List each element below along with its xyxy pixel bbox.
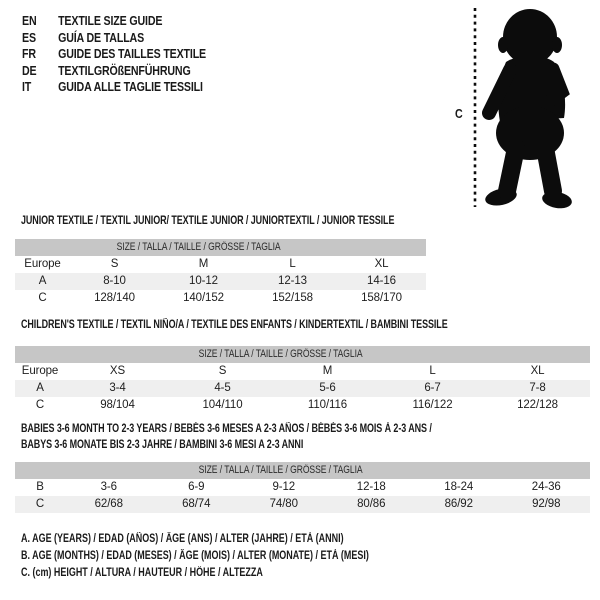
- table-title-children: [21, 318, 568, 334]
- table-row: [15, 363, 590, 380]
- table-row: [15, 256, 426, 273]
- language-code: ES: [22, 29, 36, 45]
- size-cell: 14-16: [337, 273, 426, 290]
- language-row: [22, 13, 206, 30]
- size-header-cell: [15, 462, 590, 479]
- language-code: DE: [22, 62, 37, 78]
- size-cell: M: [198, 258, 209, 270]
- size-cell: 62/68: [65, 496, 153, 513]
- size-header-text: SIZE / TALLA / TAILLE / GRÖSSE / TAGLIA: [117, 241, 281, 253]
- table-row: [15, 397, 590, 414]
- size-cell: 12-18: [356, 481, 386, 493]
- size-cell: 158/170: [361, 292, 402, 304]
- table-row: [15, 496, 590, 513]
- table-title-line: CHILDREN'S TEXTILE / TEXTIL NIÑO/A / TEXTILE DES ENFANTS / KINDERTEXTIL / BAMBINI TESSILE: [21, 319, 448, 331]
- size-cell: 9-12: [272, 481, 296, 493]
- row-label: C: [38, 292, 47, 304]
- table-title-line: BABYS 3-6 MONATE BIS 2-3 JAHRE / BAMBINI 3-6 MESI A 2-3 ANNI: [21, 438, 304, 451]
- footnote-line: B. AGE (MONTHS) / EDAD (MESES) / ÂGE (MOIS) / ALTER (MONATE) / ETÀ (MESI): [21, 550, 369, 562]
- row-label: C: [35, 399, 45, 411]
- size-header-cell: [15, 346, 590, 363]
- size-cell: 116/122: [412, 399, 453, 411]
- language-title: GUIDA ALLE TAGLIE TESSILI: [58, 79, 203, 94]
- size-cell: 92/98: [503, 496, 591, 513]
- size-table-babies: [15, 462, 590, 513]
- size-cell: 80/86: [328, 496, 416, 513]
- size-cell: 3-4: [65, 380, 170, 397]
- size-cell: 128/140: [94, 292, 135, 304]
- size-cell: 98/104: [100, 399, 135, 411]
- size-cell: 8-10: [70, 273, 159, 290]
- language-code: EN: [22, 13, 37, 28]
- footnote-line: A. AGE (YEARS) / EDAD (AÑOS) / ÂGE (ANS) / ALTER (JAHRE) / ETÀ (ANNI): [21, 533, 344, 545]
- size-cell: 74/80: [240, 496, 328, 513]
- language-row: [22, 30, 206, 47]
- size-cell: 6-9: [188, 481, 205, 493]
- row-label: B: [36, 481, 44, 493]
- size-cell: 4-5: [170, 380, 275, 397]
- baby-silhouette: [440, 0, 600, 220]
- table-title-babies: [21, 422, 548, 453]
- table-row: [15, 479, 590, 496]
- size-cell: 3-6: [100, 481, 117, 493]
- language-title: GUIDE DES TAILLES TEXTILE: [58, 46, 207, 61]
- size-header-row: [15, 239, 426, 256]
- size-cell: 6-7: [380, 380, 485, 397]
- table-row: [15, 273, 426, 290]
- row-label: C: [15, 496, 65, 513]
- footnote-line: C. (cm) HEIGHT / ALTURA / HAUTEUR / HÖHE / ALTEZZA: [21, 567, 263, 579]
- table-row: [15, 380, 590, 397]
- size-cell: S: [218, 365, 227, 377]
- size-table-children: [15, 346, 590, 414]
- size-cell: 12-13: [248, 273, 337, 290]
- table-row: [15, 290, 426, 307]
- row-label: A: [15, 380, 65, 397]
- size-cell: M: [322, 365, 333, 377]
- language-row: [22, 63, 206, 80]
- figure-block: [440, 0, 600, 220]
- table-title-line: BABIES 3-6 MONTH TO 2-3 YEARS / BEBÉS 3-6 MESES A 2-3 AÑOS / BÉBÉS 3-6 MOIS À 2-3 ANS /: [21, 423, 432, 435]
- size-cell: 110/116: [307, 399, 348, 411]
- footnotes: [21, 531, 467, 582]
- size-cell: XL: [374, 258, 389, 270]
- size-header-text: SIZE / TALLA / TAILLE / GRÖSSE / TAGLIA: [199, 348, 363, 360]
- size-cell: 140/152: [183, 292, 224, 304]
- language-list: [22, 13, 246, 96]
- size-cell: L: [289, 258, 296, 270]
- language-code: FR: [22, 46, 36, 61]
- language-title: TEXTILE SIZE GUIDE: [58, 13, 163, 28]
- row-label: Europe: [24, 258, 61, 270]
- size-cell: 86/92: [415, 496, 503, 513]
- size-cell: XS: [109, 365, 126, 377]
- size-cell: 122/128: [517, 399, 558, 411]
- language-title: TEXTILGRÖßENFÜHRUNG: [58, 62, 191, 78]
- size-cell: 10-12: [159, 273, 248, 290]
- size-cell: 7-8: [485, 380, 590, 397]
- size-cell: 68/74: [153, 496, 241, 513]
- height-measure-label: C: [455, 106, 463, 121]
- table-title-line: JUNIOR TEXTILE / TEXTIL JUNIOR/ TEXTILE JUNIOR / JUNIORTEXTIL / JUNIOR TESSILE: [21, 215, 395, 227]
- table-title-junior: [21, 214, 500, 230]
- size-cell: L: [429, 365, 436, 377]
- size-header-row: [15, 462, 590, 479]
- size-cell: 5-6: [275, 380, 380, 397]
- size-header-cell: [15, 239, 426, 256]
- language-title: GUÍA DE TALLAS: [58, 29, 145, 45]
- size-cell: 24-36: [531, 481, 561, 493]
- size-header-text: SIZE / TALLA / TAILLE / GRÖSSE / TAGLIA: [199, 464, 363, 476]
- row-label: Europe: [21, 365, 59, 377]
- size-table-junior: [15, 239, 426, 307]
- size-cell: 104/110: [202, 399, 243, 411]
- row-label: A: [15, 273, 70, 290]
- size-cell: 18-24: [444, 481, 474, 493]
- language-code: IT: [22, 79, 32, 94]
- size-cell: S: [110, 258, 119, 270]
- size-cell: XL: [530, 365, 545, 377]
- language-row: [22, 46, 206, 63]
- size-header-row: [15, 346, 590, 363]
- language-row: [22, 79, 206, 96]
- size-cell: 152/158: [272, 292, 313, 304]
